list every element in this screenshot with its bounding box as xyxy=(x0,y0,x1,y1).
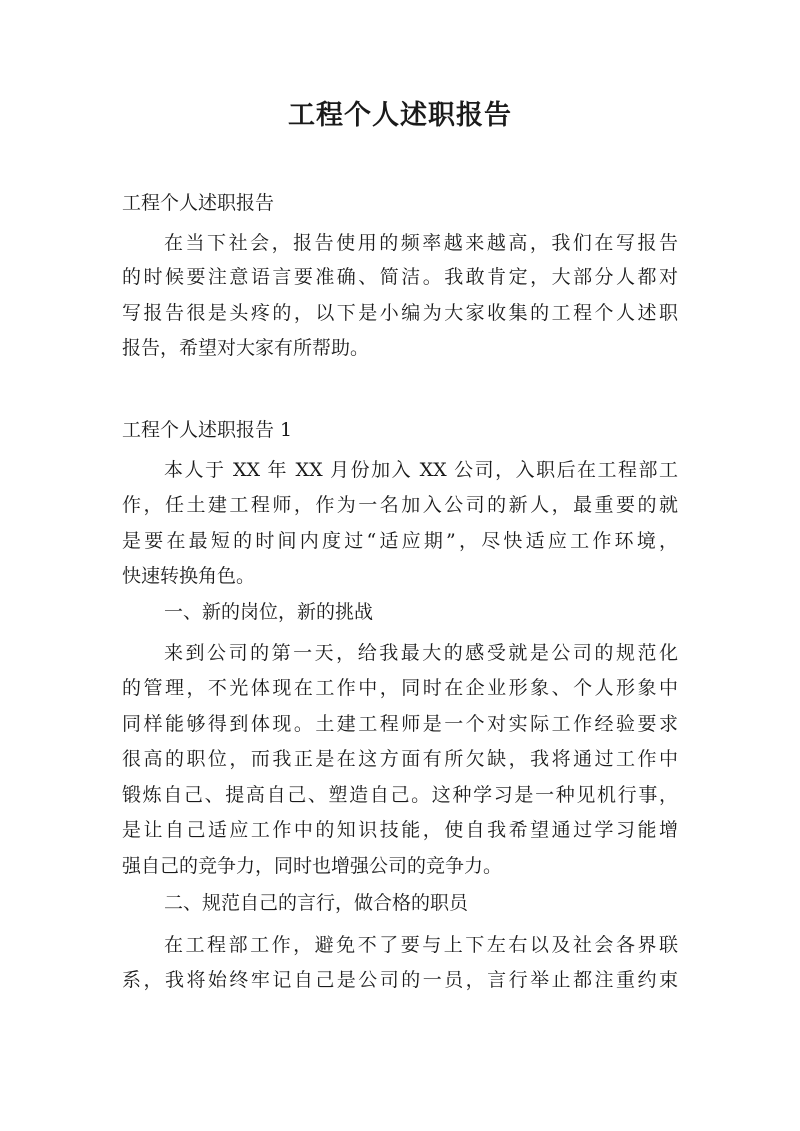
subtitle: 工程个人述职报告 xyxy=(122,192,275,214)
para2-line-2: 的管理，不光体现在工作中，同时在企业形象、个人形象中 xyxy=(122,677,678,699)
intro-line-4: 报告，希望对大家有所帮助。 xyxy=(122,337,370,359)
para1-line-3: 是要在最短的时间内度过“适应期”，尽快适应工作环境， xyxy=(122,530,678,552)
para2-line-3: 同样能够得到体现。土建工程师是一个对实际工作经验要求 xyxy=(122,713,678,735)
intro-line-1: 在当下社会，报告使用的频率越来越高，我们在写报告 xyxy=(164,232,678,254)
para1-line-1: 本人于 XX 年 XX 月份加入 XX 公司，入职后在工程部工 xyxy=(164,459,678,481)
heading-new-post: 一、新的岗位，新的挑战 xyxy=(164,601,374,623)
para2-line-7: 强自己的竞争力，同时也增强公司的竞争力。 xyxy=(122,855,503,877)
para2-line-1: 来到公司的第一天，给我最大的感受就是公司的规范化 xyxy=(164,642,678,664)
section-heading-1: 工程个人述职报告 1 xyxy=(122,419,293,441)
para2-line-4: 很高的职位，而我正是在这方面有所欠缺，我将通过工作中 xyxy=(122,748,678,770)
heading-conduct: 二、规范自己的言行，做合格的职员 xyxy=(164,892,469,914)
intro-line-2: 的时候要注意语言要准确、简洁。我敢肯定，大部分人都对 xyxy=(122,266,678,288)
para3-line-2: 系，我将始终牢记自己是公司的一员，言行举止都注重约束 xyxy=(122,969,678,991)
document-title: 工程个人述职报告 xyxy=(288,100,512,131)
para1-line-2: 作，任土建工程师，作为一名加入公司的新人，最重要的就 xyxy=(122,494,678,516)
para3-line-1: 在工程部工作，避免不了要与上下左右以及社会各界联 xyxy=(164,934,678,956)
para1-line-4: 快速转换角色。 xyxy=(122,565,256,587)
para2-line-6: 是让自己适应工作中的知识技能，使自我希望通过学习能增 xyxy=(122,819,678,841)
para2-line-5: 锻炼自己、提高自己、塑造自己。这种学习是一种见机行事， xyxy=(122,784,678,806)
intro-line-3: 写报告很是头疼的，以下是小编为大家收集的工程个人述职 xyxy=(122,302,678,324)
